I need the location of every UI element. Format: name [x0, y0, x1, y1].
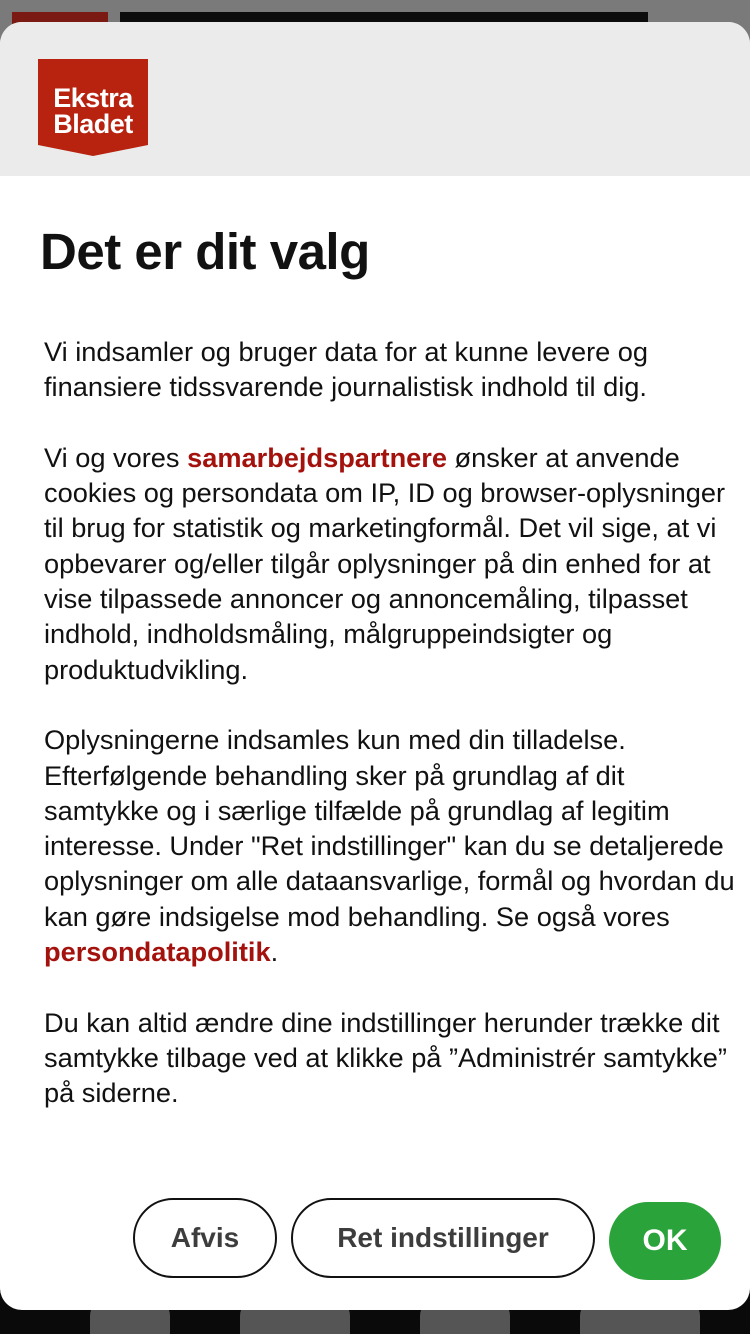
paragraph-consent-end: . [270, 936, 279, 968]
paragraph-partners-end: ønsker at anvende cookies og persondata om IP, ID og browser-oplysninger til brug for statistik og marketingformål. Det vil sige, at vi opbevarer og/eller tilgår oplysninger på din enhed for at vise tilpassede annoncer og annoncemåling, tilpasset indhold, indholdsmåling, målgruppeindsigter og produktudvikling. [44, 441, 726, 685]
paragraph-intro: Vi indsamler og bruger data for at kunne levere og finansiere tidssvarende journalistisk indhold til dig. [44, 336, 649, 403]
dialog-body [44, 334, 744, 1146]
dialog-header [0, 22, 750, 176]
ekstra-bladet-logo [38, 59, 148, 156]
dialog-title: Det er dit valg [40, 223, 370, 280]
logo-line-2: Bladet [53, 109, 133, 139]
paragraph-partners [44, 440, 744, 687]
consent-dialog [0, 22, 750, 1310]
paragraph-consent [44, 722, 744, 969]
partners-link[interactable]: samarbejdspartnere [187, 441, 447, 473]
logo-line-1: Ekstra [53, 83, 133, 113]
reject-button[interactable]: Afvis [133, 1198, 277, 1278]
paragraph-change-settings: Du kan altid ændre dine indstillinger herunder trække dit samtykke tilbage ved at klikke på ”Administrér samtykke” på siderne. [44, 1006, 727, 1109]
paragraph-consent-start: Oplysningerne indsamles kun med din tilladelse. Efterfølgende behandling sker på grundlag af dit samtykke og i særlige tilfælde på grundlag af legitim interesse. Under "Ret indstillinger" kan du se detaljerede oplysninger om alle dataansvarlige, formål og hvordan du kan gøre indsigelse mod behandling. Se også vores [44, 724, 735, 932]
settings-button[interactable]: Ret indstillinger [291, 1198, 595, 1278]
ok-button[interactable]: OK [609, 1202, 721, 1280]
privacy-policy-link[interactable]: persondatapolitik [44, 936, 271, 968]
paragraph-partners-start: Vi og vores [44, 441, 188, 473]
logo-wordmark [38, 85, 148, 137]
